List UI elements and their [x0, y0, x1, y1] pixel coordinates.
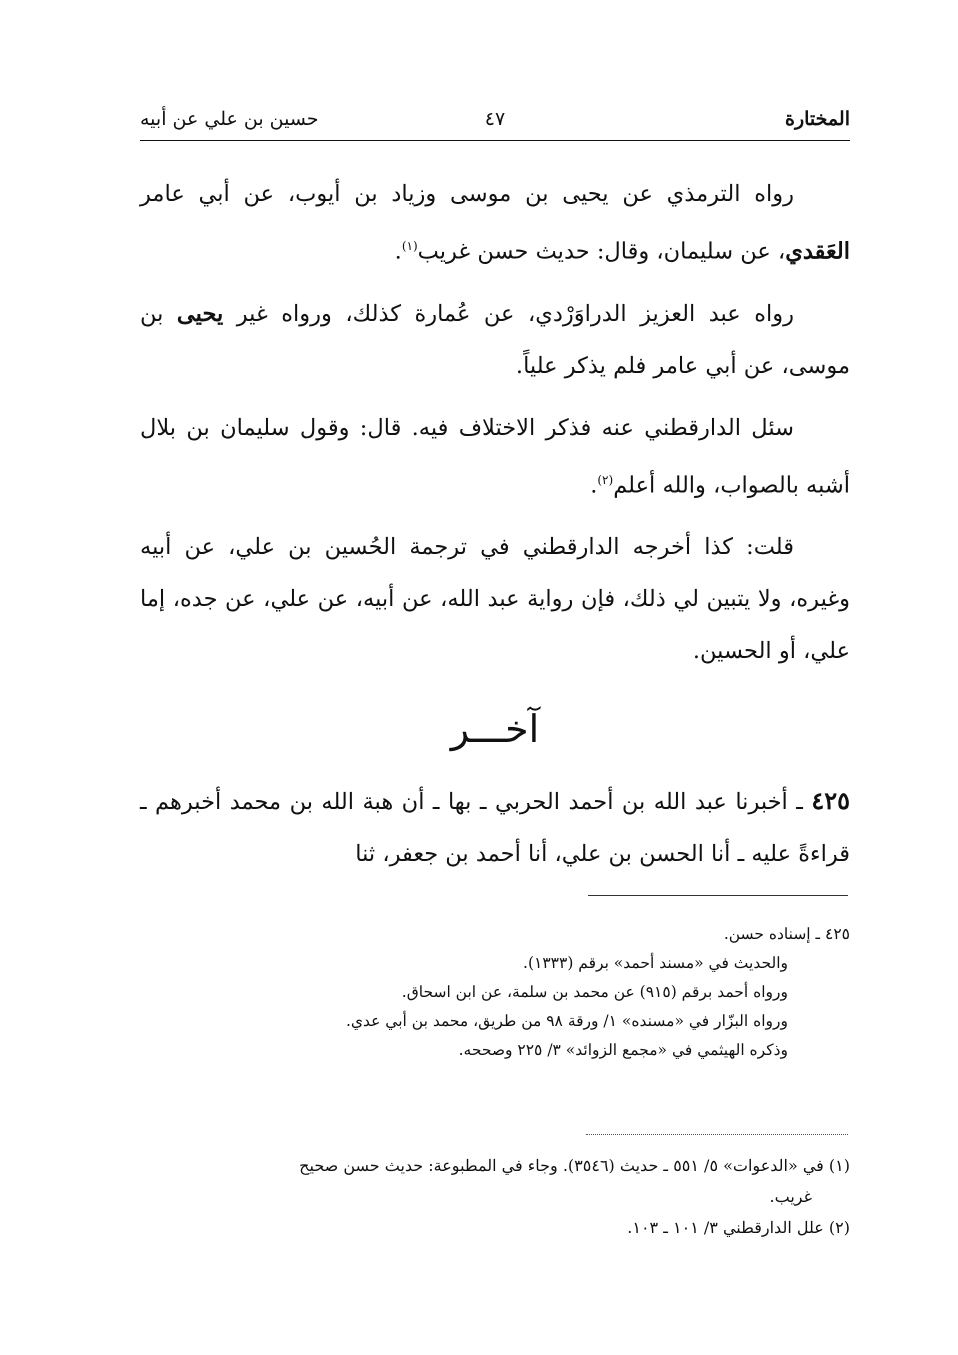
notes-divider — [588, 895, 848, 896]
chapter-title: حسين بن علي عن أبيه — [140, 108, 319, 130]
hadith-paragraph: ٤٢٥ ـ أخبرنا عبد الله بن أحمد الحربي ـ بها ـ أن هبة الله بن محمد أخبرهم ـ قراءةً عليه ـ أنا الحسن بن علي، أنا أحمد بن جعفر، ثنا — [140, 786, 850, 867]
note-line: والحديث في «مسند أحمد» برقم (١٣٣٣). — [523, 954, 788, 972]
paragraph-4: قلت: كذا أخرجه الدارقطني في ترجمة الحُسين بن علي، عن أبيه وغيره، ولا يتبين لي ذلك، فإن رواية عبد الله، عن أبيه، عن علي، عن جده، إما علي، أو الحسين. — [140, 534, 850, 664]
footnote-1: (١) في «الدعوات» ٥/ ٥٥١ ـ حديث (٣٥٤٦). وجاء في المطبوعة: حديث حسن صحيح غريب. — [299, 1156, 850, 1206]
running-header — [140, 104, 850, 138]
note-line: ٤٢٥ ـ إسناده حسن. — [723, 925, 850, 943]
page-number: ٤٧ — [484, 108, 506, 130]
paragraph-1: رواه الترمذي عن يحيى بن موسى وزياد بن أيوب، عن أبي عامر العَقدي، عن سليمان، وقال: حديث حسن غريب$^{(١)}$. — [140, 181, 850, 265]
main-text — [140, 168, 850, 890]
note-line: وذكره الهيثمي في «مجمع الزوائد» ٣/ ٢٢٥ وصححه. — [458, 1041, 788, 1059]
footnotes — [140, 1150, 850, 1243]
book-title: المختارة — [785, 108, 850, 130]
paragraph-2: رواه عبد العزيز الدراوَرْدي، عن عُمارة كذلك، ورواه غير يحيى بن موسى، عن أبي عامر فلم يذكر علياً. — [140, 300, 850, 379]
note-line: ورواه البزّار في «مسنده» ١/ ورقة ٩٨ من طريق، محمد بن أبي عدي. — [345, 1012, 788, 1030]
hadith-notes — [200, 920, 850, 1065]
note-line: ورواه أحمد برقم (٩١٥) عن محمد بن سلمة، عن ابن اسحاق. — [401, 983, 788, 1001]
paragraph-3: سئل الدارقطني عنه فذكر الاختلاف فيه. قال: وقول سليمان بن بلال أشبه بالصواب، والله أعلم$^{(٢)}$. — [140, 414, 850, 498]
hadith-number: ٤٢٥ — [811, 786, 850, 815]
header-divider — [140, 140, 850, 141]
footnote-2: (٢) علل الدارقطني ٣/ ١٠١ ـ ١٠٣. — [627, 1218, 850, 1237]
section-heading: آخـــر — [450, 707, 540, 751]
footnote-divider — [586, 1134, 848, 1135]
